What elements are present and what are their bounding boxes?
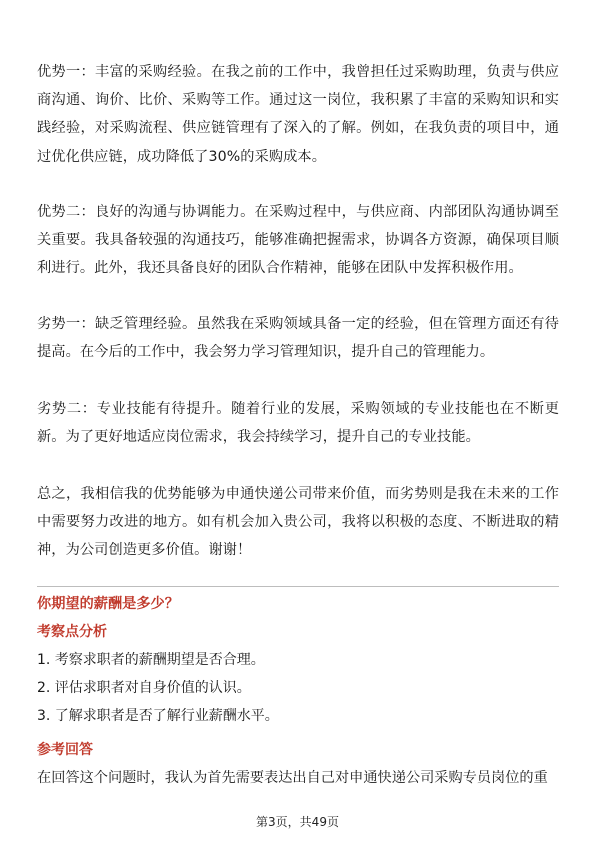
paragraph-strength-two: 优势二：良好的沟通与协调能力。在采购过程中，与供应商、内部团队沟通协调至关重要。我具备较强的沟通技巧，能够准确把握需求，协调各方资源，确保项目顺利进行。此外，我还具备良好的团队合作精神，能够在团队中发挥积极作用。 xyxy=(37,204,559,277)
analysis-item-2: 2. 评估求职者对自身价值的认识。 xyxy=(37,680,251,696)
paragraph-strength-one: 优势一：丰富的采购经验。在我之前的工作中，我曾担任过采购助理，负责与供应商沟通、询价、比价、采购等工作。通过这一岗位，我积累了丰富的采购知识和实践经验，对采购流程、供应链管理有了深入的了解。例如，在我负责的项目中，通过优化供应链，成功降低了30%的采购成本。 xyxy=(37,64,559,165)
analysis-item-1: 1. 考察求职者的薪酬期望是否合理。 xyxy=(37,652,265,668)
answer-text: 在回答这个问题时，我认为首先需要表达出自己对申通快递公司采购专员岗位的重 xyxy=(37,770,548,786)
paragraph-weakness-two: 劣势二：专业技能有待提升。随着行业的发展，采购领域的专业技能也在不断更新。为了更好地适应岗位需求，我会持续学习，提升自己的专业技能。 xyxy=(37,401,559,446)
analysis-heading: 考察点分析 xyxy=(37,624,107,640)
page-footer: 第3页，共49页 xyxy=(256,815,339,829)
paragraph-weakness-one: 劣势一：缺乏管理经验。虽然我在采购领域具备一定的经验，但在管理方面还有待提高。在今后的工作中，我会努力学习管理知识，提升自己的管理能力。 xyxy=(37,316,559,361)
question-title: 你期望的薪酬是多少？ xyxy=(37,596,179,612)
answer-heading: 参考回答 xyxy=(37,742,93,758)
analysis-item-3: 3. 了解求职者是否了解行业薪酬水平。 xyxy=(37,708,279,724)
section-divider xyxy=(37,586,559,587)
paragraph-conclusion: 总之，我相信我的优势能够为申通快递公司带来价值，而劣势则是我在未来的工作中需要努力改进的地方。如有机会加入贵公司，我将以积极的态度、不断进取的精神，为公司创造更多价值。谢谢！ xyxy=(37,486,559,559)
